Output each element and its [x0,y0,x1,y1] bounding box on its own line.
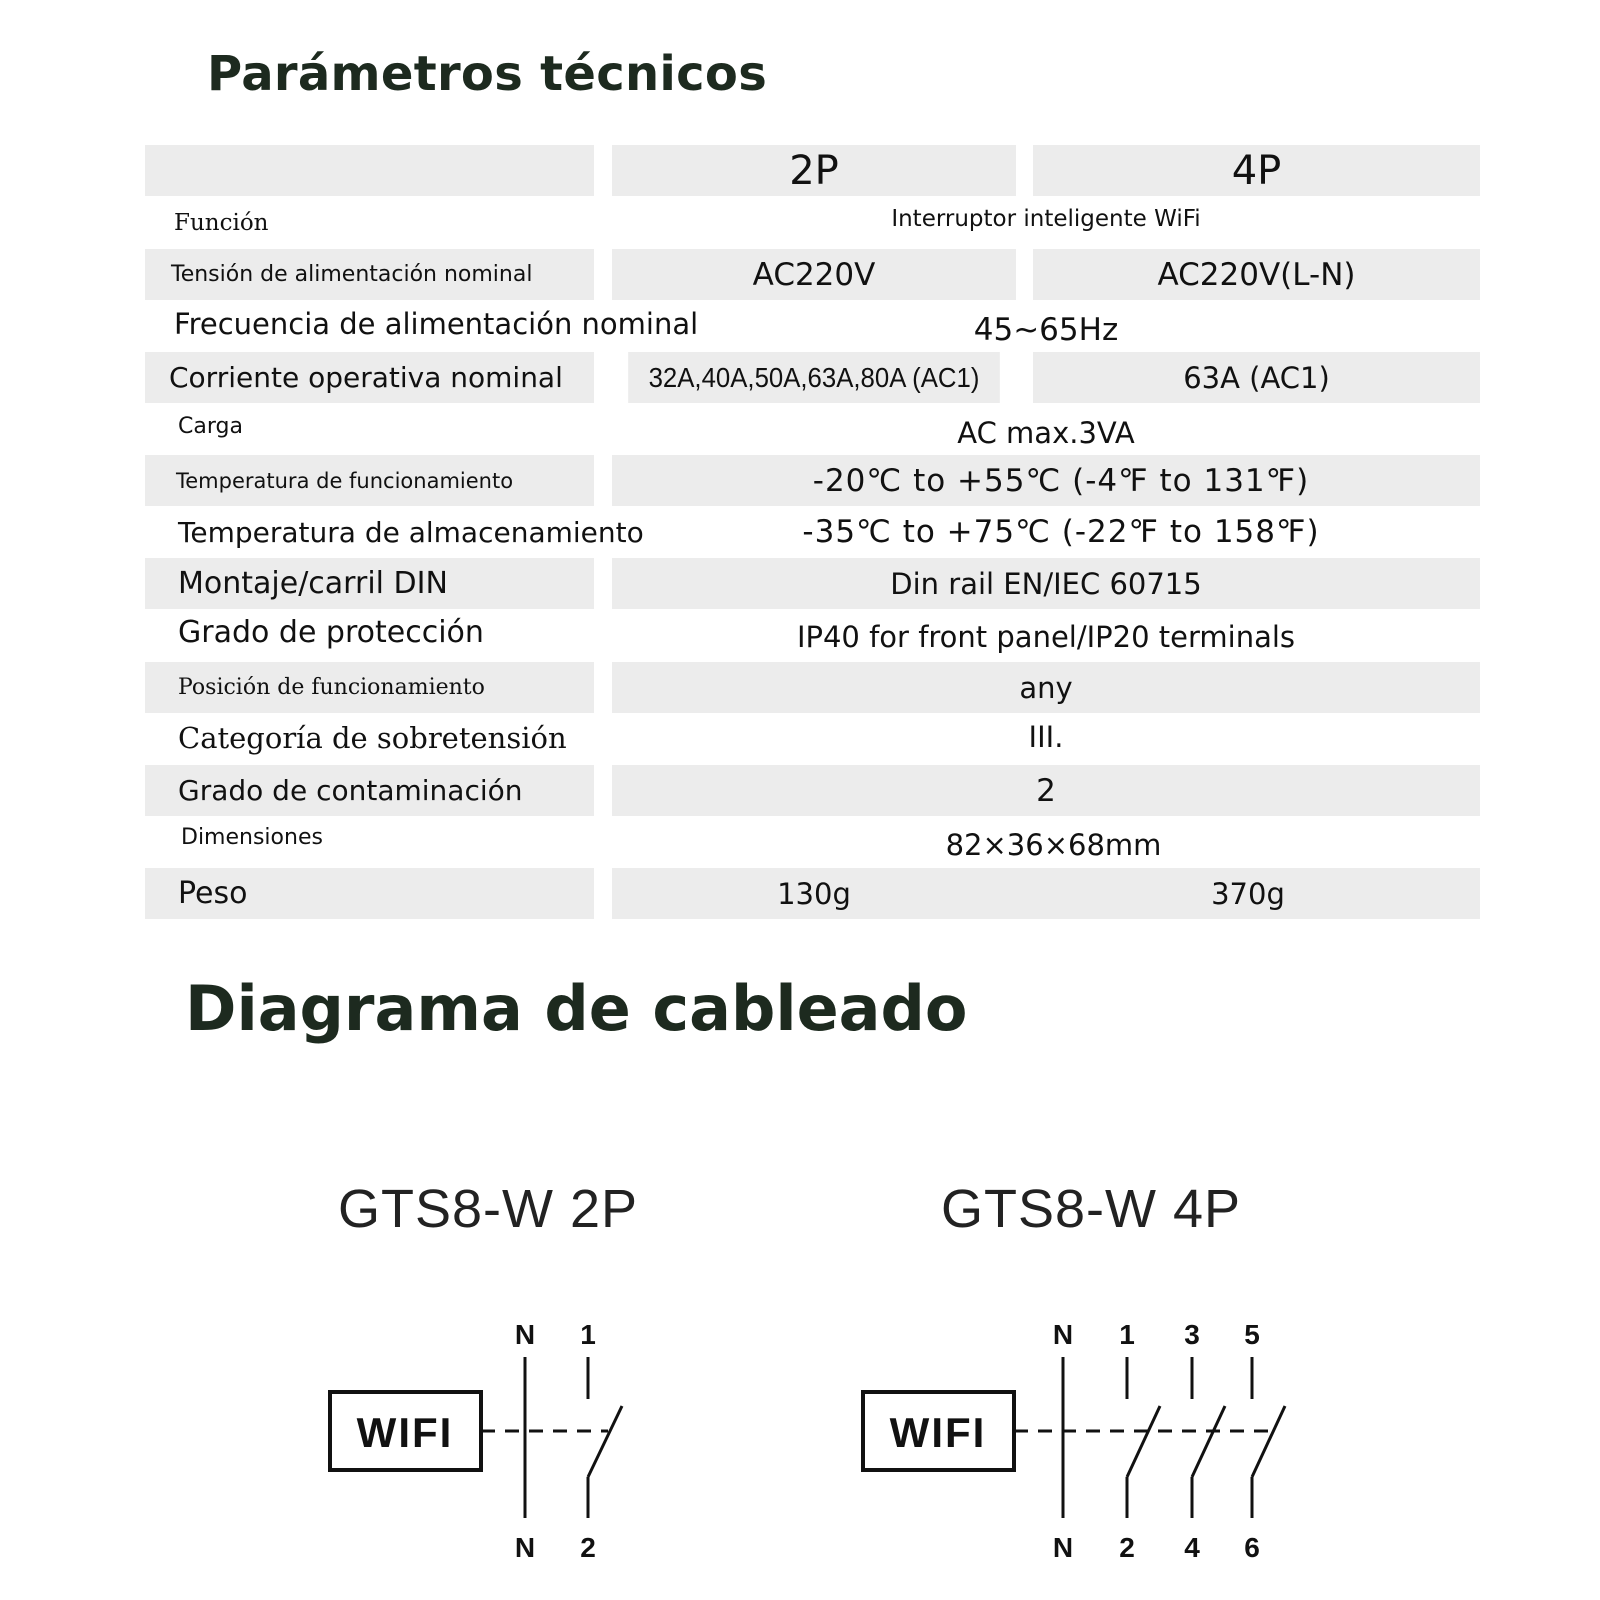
terminal-top-4p-n: N [1052,1319,1074,1350]
terminal-top-4p-3: 3 [1184,1319,1200,1350]
row-peso-4p: 370g [1016,868,1480,919]
terminal-bottom-4p-6: 6 [1244,1532,1260,1563]
row-posicion-value: any [612,662,1480,713]
row-peso-label: Peso [145,868,594,919]
wiring-2p-caption: GTS8-W 2P [338,1179,639,1239]
row-tension-label: Tensión de alimentación nominal [145,249,594,300]
wiring-4p-diagram [863,1319,1285,1563]
row-montaje-label: Montaje/carril DIN [145,558,594,609]
row-contaminacion-value: 2 [612,765,1480,816]
wiring-4p-caption: GTS8-W 4P [941,1179,1242,1239]
terminal-bottom-4p-2: 2 [1119,1532,1135,1563]
terminal-top-2p-1: 1 [580,1319,596,1350]
pole-3-contact-4p [1192,1406,1225,1477]
wifi-module-label-2p: WIFI [356,1409,454,1456]
row-proteccion-label: Grado de protección [178,614,484,650]
pole-1-contact-4p [1127,1406,1160,1477]
pole-5-contact-4p [1252,1406,1285,1477]
wiring-2p-diagram [330,1319,622,1563]
row-funcion-value: Interruptor inteligente WiFi [891,206,1201,232]
pole-1-contact-2p [588,1406,622,1477]
row-carga-value: AC max.3VA [957,416,1135,450]
row-funcion-label: Función [174,210,269,236]
row-corriente-4p: 63A (AC1) [1033,352,1480,403]
row-dimensiones-value: 82×36×68mm [945,828,1162,862]
specs-title: Parámetros técnicos [207,46,768,102]
row-dimensiones-label: Dimensiones [181,824,323,850]
terminal-bottom-4p-4: 4 [1184,1532,1200,1563]
terminal-bottom-4p-n: N [1052,1532,1074,1563]
row-tension-2p: AC220V [612,249,1016,300]
row-proteccion-value: IP40 for front panel/IP20 terminals [796,620,1296,654]
terminal-bottom-2p-n: N [514,1532,536,1563]
header-2p: 2P [612,145,1016,196]
row-posicion-label: Posición de funcionamiento [145,662,594,713]
wiring-title: Diagrama de cableado [185,972,968,1045]
row-tempfunc-label: Temperatura de funcionamiento [145,455,594,506]
row-tempfunc-value: -20℃ to +55℃ (-4℉ to 131℉) [612,455,1480,506]
row-tempalm-label: Temperatura de almacenamiento [178,515,644,549]
row-corriente-2p: 32A,40A,50A,63A,80A (AC1) [628,352,1000,403]
terminal-top-2p-n: N [514,1319,536,1350]
terminal-top-4p-5: 5 [1244,1319,1260,1350]
wifi-module-label-4p: WIFI [889,1409,987,1456]
terminal-top-4p-1: 1 [1119,1319,1135,1350]
row-corriente-label: Corriente operativa nominal [145,352,594,403]
row-tension-4p: AC220V(L-N) [1033,249,1480,300]
row-tempalm-value: -35℃ to +75℃ (-22℉ to 158℉) [802,514,1320,550]
row-peso-2p: 130g [612,868,1016,919]
row-contaminacion-label: Grado de contaminación [145,765,594,816]
header-4p: 4P [1033,145,1480,196]
row-frecuencia-value: 45~65Hz [973,312,1119,348]
row-sobretension-value: III. [1028,720,1064,754]
row-sobretension-label: Categoría de sobretensión [178,721,567,755]
row-carga-label: Carga [178,413,243,439]
row-frecuencia-label: Frecuencia de alimentación nominal [174,307,699,341]
terminal-bottom-2p-2: 2 [580,1532,596,1563]
row-montaje-value: Din rail EN/IEC 60715 [612,558,1480,609]
